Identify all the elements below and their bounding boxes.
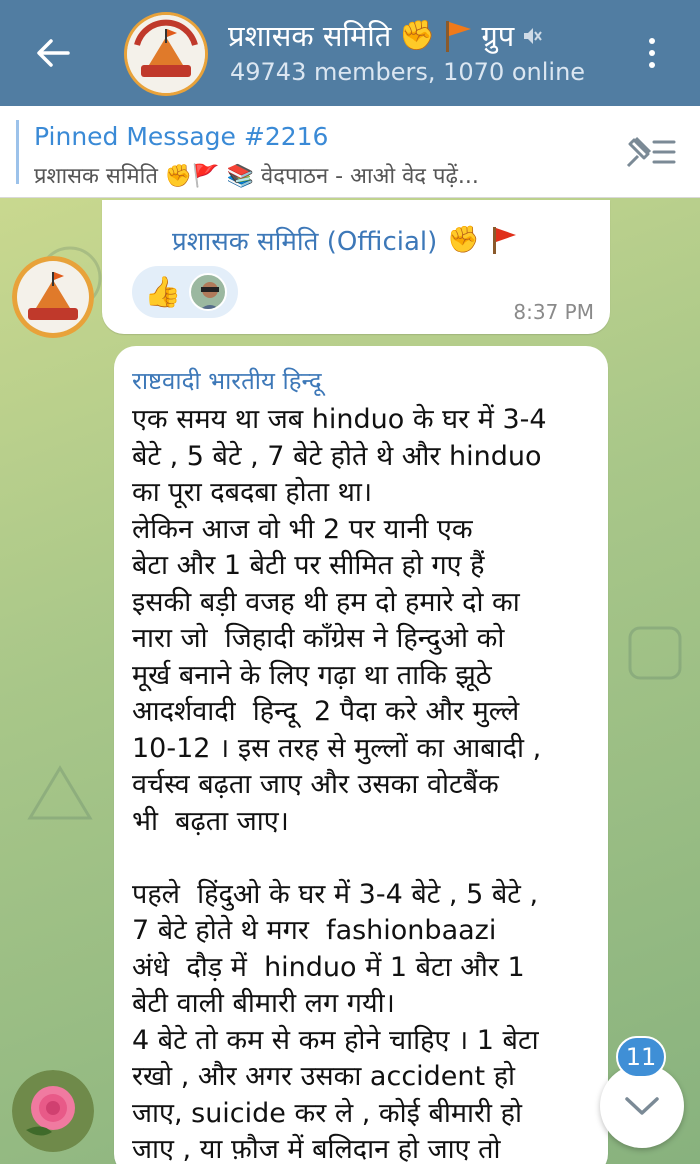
message-bubble[interactable] (114, 346, 608, 1164)
group-logo-icon (12, 256, 94, 338)
message-bubble[interactable] (102, 200, 610, 334)
pinned-title: Pinned Message #2216 (34, 122, 329, 151)
group-avatar[interactable] (124, 12, 208, 96)
group-logo-icon (127, 15, 205, 93)
back-button[interactable] (28, 30, 78, 76)
sender-name[interactable]: राष्टवादी भारतीय हिन्दू (132, 367, 322, 395)
more-options-button[interactable] (632, 30, 672, 76)
chat-header (0, 0, 700, 106)
message-text: एक समय था जब hinduo के घर में 3-4 बेटे , 5 बेटे , 7 बेटे होते थे और hinduo का पूरा दबदबा होता था। लेकिन आज वो भी 2 पर यानी एक बेटा और 1 बेटी पर सीमित हो गए हैं इसकी बड़ी वजह थी हम दो हमारे दो का नारा जो जिहादी काँग्रेस ने हिन्दुओ को मूर्ख बनाने के लिए गढ़ा था ताकि झूठे आदर्शवादी हिन्दू 2 पैदा करे और मुल्ले 10-12 । इस तरह से मुल्लों का आबादी , वर्चस्व बढ़ता जाए और उसका वोटबैंक भी बढ़ता जाए। पहले हिंदुओ के घर में 3-4 बेटे , 5 बेटे , 7 बेटे होते थे मगर fashionbaazi अंधे दौड़ में hinduo में 1 बेटा और 1 बेटी वाली बीमारी लग गयी। 4 बेटे तो कम से कम होने चाहिए । 1 बेटा रखो , और अगर उसका accident हो जाए, suicide कर ले , कोई बीमारी हो जाए , या फ़ौज में बलिदान हो जाए तो (132, 404, 547, 1164)
doodle-pattern (20, 758, 100, 838)
fist-emoji: ✊ (399, 18, 436, 52)
rose-avatar-icon (12, 1070, 94, 1152)
sender-avatar[interactable] (12, 1070, 94, 1152)
reaction-chip[interactable] (132, 266, 238, 318)
message-time: 8:37 PM (513, 300, 594, 324)
group-title: प्रशासक समिति (228, 19, 392, 53)
flag-icon (443, 19, 473, 53)
sender-avatar[interactable] (12, 256, 94, 338)
doodle-pattern (620, 618, 690, 688)
flag-icon (490, 225, 518, 255)
forwarded-name: प्रशासक समिति (Official) (172, 227, 438, 257)
menu-dot (649, 38, 655, 44)
chevron-down-icon (624, 1095, 660, 1117)
reactor-avatar (189, 273, 227, 311)
menu-dot (649, 50, 655, 56)
member-count: 49743 members, 1070 online (230, 58, 586, 86)
forwarded-from[interactable] (172, 222, 518, 258)
fist-emoji: ✊ (447, 225, 480, 255)
back-arrow-icon (36, 38, 70, 68)
pinned-indicator (16, 120, 19, 184)
group-title-suffix: ग्रुप (481, 19, 515, 53)
muted-speaker-icon (522, 25, 542, 47)
chat-title[interactable] (228, 16, 542, 55)
unread-count-badge: 11 (616, 1036, 666, 1078)
menu-dot (649, 62, 655, 68)
pin-list-icon[interactable] (622, 132, 678, 172)
pinned-message-bar[interactable] (0, 106, 700, 198)
pinned-preview: प्रशासक समिति ✊🚩 📚 वेदपाठन - आओ वेद पढ़ें... (34, 164, 479, 189)
reaction-emoji: 👍 (144, 274, 182, 310)
